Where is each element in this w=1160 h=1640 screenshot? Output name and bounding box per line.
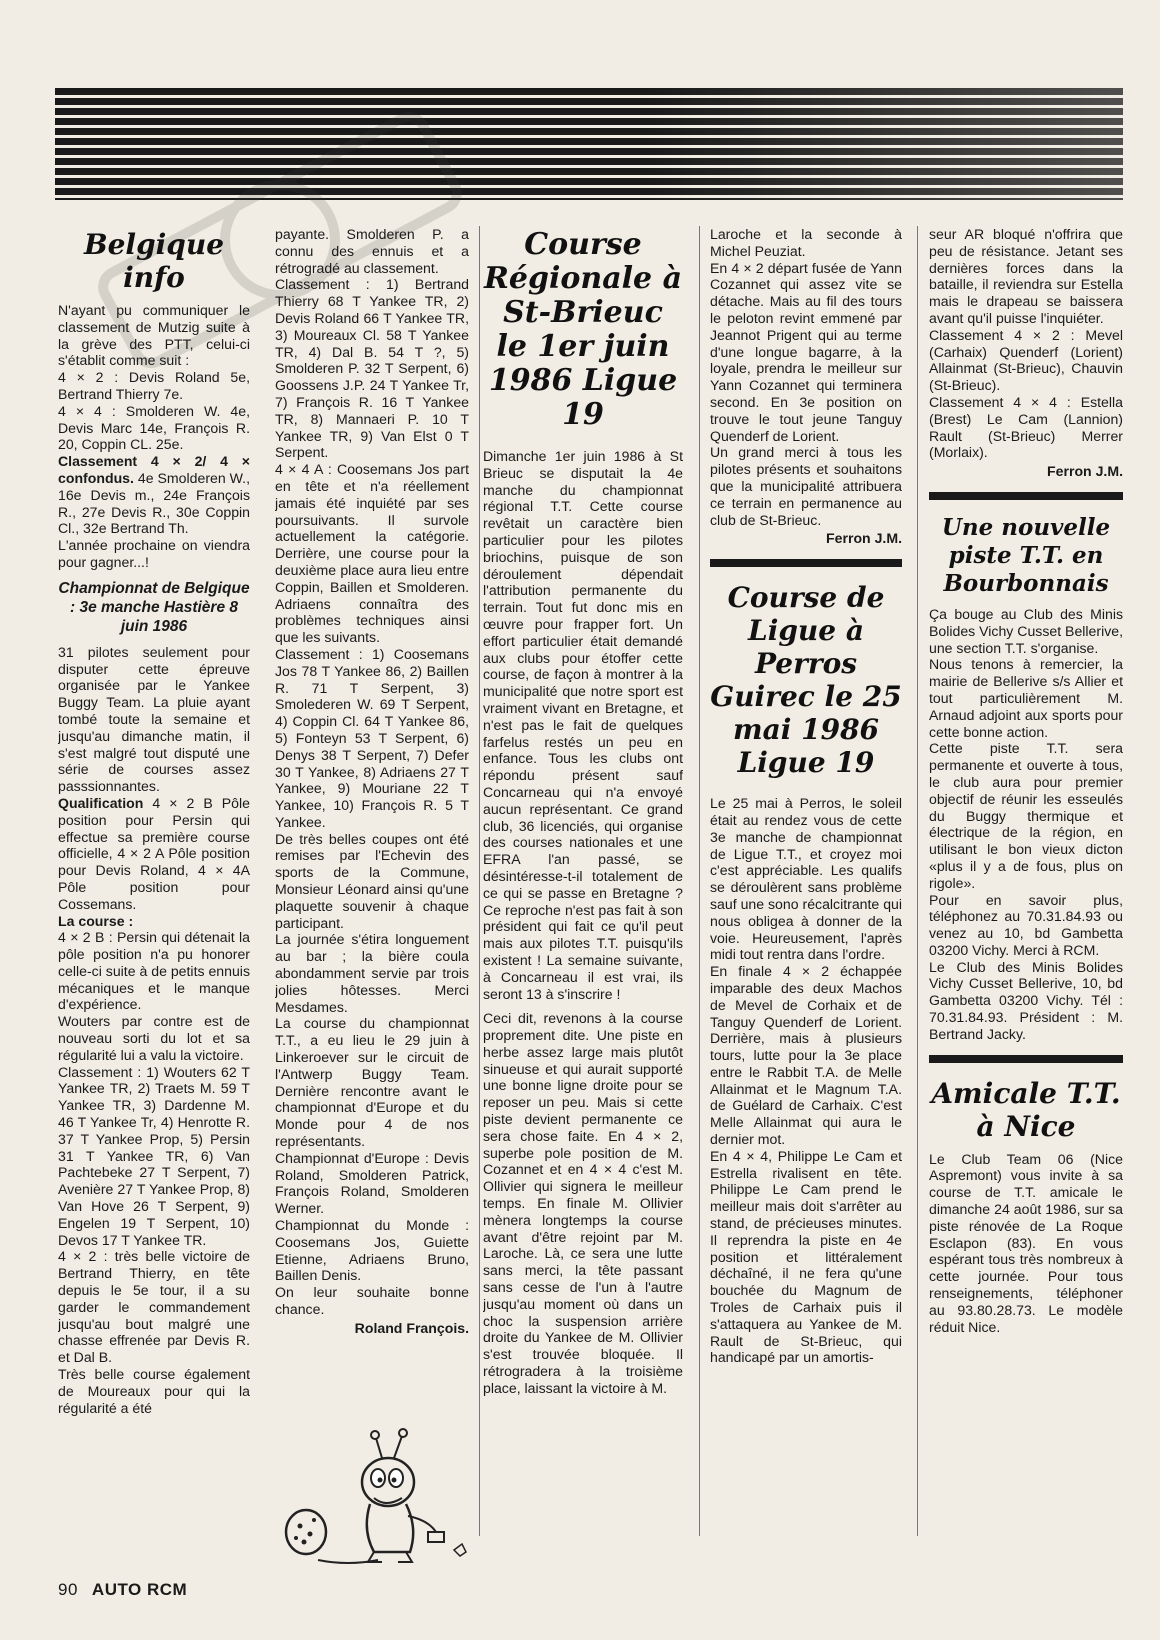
column-divider bbox=[699, 226, 700, 1536]
stbrieuc-paragraph: Un grand merci à tous les pilotes présents et souhaitons que la municipalité attribuera ce terrain en permanence au club de St-Brieuc. bbox=[710, 444, 902, 528]
column-2 bbox=[275, 226, 469, 1416]
perros-paragraph: En 4 × 4, Philippe Le Cam et Estrella rivalisent en tête. Philippe Le Cam prend le meilleur mais doit s'arrêter au stand, de précieuses minutes. Il reprendra la piste en 4e position et littéralement déchaîné, il ne fera qu'une bouchée du Magnum de Troles de Carhaix puis il s'attaquera au Yankee de M. Rault de St-Brieuc, qui handicapé par un amortis- bbox=[710, 1147, 902, 1366]
belgique-paragraph bbox=[58, 795, 250, 913]
belgique-paragraph bbox=[58, 453, 250, 537]
perros-paragraph: Classement 4 × 2 : Mevel (Carhaix) Quenderf (Lorient) Allainmat (St-Brieuc), Chauvin (St-Brieuc). bbox=[929, 326, 1123, 394]
nice-title: Amicale T.T. à Nice bbox=[931, 1076, 1121, 1143]
belgique-paragraph: 4 × 4 : Smolderen W. 4e, Devis Marc 14e, François R. 20, Coppin CL. 25e. bbox=[58, 402, 250, 453]
bourbonnais-paragraph: Nous tenons à remercier, la mairie de Bellerive s/s Allier et tout particulièrement M. Arnaud adjoint aux sports pour cette bonne action. bbox=[929, 656, 1123, 740]
qualification-text: 4 × 2 B Pôle position pour Persin qui effectue sa première course officielle, 4 × 2 A Pôle position pour Devis Roland, 4 × 4A Pôle position pour Cossemans. bbox=[58, 794, 250, 912]
stbrieuc-paragraph: Ceci dit, revenons à la course proprement dite. Une piste en herbe assez large mais plutôt sinueuse et qui aurait supporté une bonne ligne droite pour se reposer un peu. Mais si cette piste devient permanente ce sera chose faite. En 4 × 2, superbe pole position de M. Cozannet et en 4 × 4 c'est M. Ollivier qui signera le meilleur temps. En finale M. Ollivier mènera longtemps la course avant d'être rejoint par M. Laroche. Là, ce sera une lutte sans merci, la tête passant sans cesse de l'un à l'autre jusqu'au moment où dans un choc la suspension arrière droite du Yankee de M. Ollivier s'est trouvée bloquée. Il rétrogradera à la troisième place, laissant la victoire à M. bbox=[483, 1010, 683, 1396]
belgique-title: Belgique info bbox=[83, 228, 225, 294]
perros-paragraph: seur AR bloqué n'offrira que peu de résistance. Jetant ses dernières forces dans la bataille, il reviendra sur Estella mais le drapeau se baissera avant qu'il puisse l'inquiéter. bbox=[929, 226, 1123, 326]
course-label: La course : bbox=[58, 912, 134, 929]
section-rule bbox=[929, 492, 1123, 500]
belgique-paragraph: Classement : 1) Coosemans Jos 78 T Yankee 86, 2) Baillen R. 71 T Serpent, 3) Smolederen W. 69 T Serpent, 4) Coppin Cl. 64 T Yankee 86, 5) Fonteyn 53 T Serpent, 6) Denys 38 T Serpent, 7) Defer 30 T Yankee, 8) Adriaens 27 T Yankee, 9) Mouriane 22 T Yankee, 10) François R. 5 T Yankee. bbox=[275, 645, 469, 830]
spacer bbox=[710, 787, 902, 795]
belgique-paragraph: De très belles coupes ont été remises par l'Echevin des sports de la Commune, Monsieur Léonard ainsi qu'une plaquette souvenir à chaque participant. bbox=[275, 830, 469, 931]
bourbonnais-paragraph: Pour en savoir plus, téléphonez au 70.31.84.93 ou venez au 10, bd Gambetta 03200 Vichy. Merci à RCM. bbox=[929, 891, 1123, 958]
belgique-paragraph: 4 × 2 B : Persin qui détenait la pôle position n'a pu honorer celle-ci suite à de petits ennuis mécaniques et le manque d'expérience. bbox=[58, 929, 250, 1013]
magazine-name: AUTO RCM bbox=[91, 1580, 188, 1599]
belgique-paragraph: N'ayant pu communiquer le classement de Mutzig suite à la grève des PTT, celui-ci s'établit comme suit : bbox=[58, 302, 250, 369]
belgique-paragraph: 4 × 2 : Devis Roland 5e, Bertrand Thierry 7e. bbox=[58, 369, 250, 402]
belgique-paragraph: Classement : 1) Wouters 62 T Yankee TR, 2) Traets M. 59 T Yankee TR, 3) Dardenne M. 46 T Yankee Tr, 4) Henrotte R. 37 T Yankee Prop, 5) Persin 31 T Yankee TR, 6) Van Pachtebeke 27 T Serpent, 7) Avenière 27 T Yankee Prop, 8) Van Hove 26 T Serpent, 9) Engelen 19 T Serpent, 10) Devos 17 T Yankee TR. bbox=[58, 1063, 250, 1248]
section-rule bbox=[929, 1055, 1123, 1063]
column-divider bbox=[917, 226, 918, 1536]
classement-text: 4e Smolderen W., 16e Devis m., 24e François R., 27e Devis R., 30e Coppin Cl., 32e Bertrand Th. bbox=[58, 469, 250, 537]
belgique-paragraph: La journée s'étira longuement au bar ; la bière coula abondamment servie par trois jolies hôtesses. Merci Mesdames. bbox=[275, 931, 469, 1015]
bourbonnais-paragraph: Ça bouge au Club des Minis Bolides Vichy Cusset Bellerive, une section T.T. s'organise. bbox=[929, 605, 1123, 656]
belgique-paragraph: Championnat du Monde : Coosemans Jos, Guiette Etienne, Adriaens Bruno, Baillen Denis. bbox=[275, 1217, 469, 1284]
column-divider bbox=[479, 226, 480, 1536]
bourbonnais-title: Une nouvelle piste T.T. en Bourbonnais bbox=[941, 513, 1111, 597]
belgique-paragraph: 4 × 4 A : Coosemans Jos part en tête et n'a réellement jamais été inquiété par ses poursuivants. Il survole actuellement la catégorie. Derrière, une course pour la deuxième place aura lieu entre Coppin, Baillen et Smolderen. Adriaens connaîtra des problèmes techniques ainsi que les suivants. bbox=[275, 461, 469, 646]
classement-label: Classement 4 × 2/ 4 × confondus. bbox=[58, 453, 250, 486]
spacer bbox=[483, 1002, 683, 1010]
page-footer bbox=[58, 1580, 187, 1600]
stbrieuc-signature: Ferron J.M. bbox=[826, 530, 902, 547]
perros-paragraph: En finale 4 × 2 échappée imparable des deux Machos de Mevel de Corhaix et de Tanguy Quenderf de Lorient. Derrière, mais à plusieurs tours, lutte pour la 3e place entre le Rabbit T.A. de Melle Allainmat et le Magnum T.A. de Guélard de Carhaix. C'est Melle Allainmat qui aura le dernier mot. bbox=[710, 963, 902, 1148]
belgique-paragraph: On leur souhaite bonne chance. bbox=[275, 1284, 469, 1317]
belgique-paragraph: payante. Smolderen P. a connu des ennuis et a rétrogradé au classement. bbox=[275, 226, 469, 276]
belgique-signature: Roland François. bbox=[354, 1319, 469, 1336]
belgique-paragraph: Très belle course également de Moureaux pour qui la régularité a été bbox=[58, 1366, 250, 1416]
perros-paragraph: Le 25 mai à Perros, le soleil était au rendez vous de cette 3e manche de championnat de Ligue T.T., et croyez moi c'est appréciable. Les qualifs se déroulèrent sans problème sauf une sono récalcitrante qui nous obligea à donner de la voie. Heureusement, l'après midi tout rentra dans l'ordre. bbox=[710, 795, 902, 963]
perros-paragraph: Classement 4 × 4 : Estella (Brest) Le Cam (Lannion) Rault (St-Brieuc) Merrer (Morlaix). bbox=[929, 393, 1123, 461]
cartoon-illustration bbox=[278, 1420, 478, 1570]
header-stripe-fade bbox=[55, 88, 1123, 200]
belgique-paragraph: Championnat d'Europe : Devis Roland, Smolderen Patrick, François Roland, Smolderen Werner. bbox=[275, 1149, 469, 1217]
belgique-paragraph: 31 pilotes seulement pour disputer cette épreuve organisée par le Yankee Buggy Team. La pluie ayant tombé toute la semaine et jusqu'au dimanche matin, il s'est malgré tout disputé une série de courses assez passsionnantes. bbox=[58, 643, 250, 795]
perros-title: Course de Ligue à Perros Guirec le 25 mai 1986 Ligue 19 bbox=[710, 581, 902, 780]
belgique-paragraph: 4 × 2 : très belle victoire de Bertrand Thierry, en tête depuis le 5e tour, il a su garder le commandement jusqu'au bout malgré une chasse effrenée par Devis R. et Dal B. bbox=[58, 1248, 250, 1366]
belgique-paragraph: Wouters par contre est de nouveau sorti du lot et sa régularité lui a valu la victoire. bbox=[58, 1013, 250, 1063]
belgique-paragraph: La course du championnat T.T., a eu lieu le 29 juin à Linkeroever sur le circuit de l'Antwerp Buggy Team. Dernière rencontre avant le championnat d'Europe et du Monde pour 4 de nos représentants. bbox=[275, 1015, 469, 1150]
nice-paragraph: Le Club Team 06 (Nice Aspremont) vous invite à sa course de T.T. amicale le dimanche 24 août 1986, sur sa piste rénovée de La Roque Esclapon (83). En vous espérant tous très nombreux à cette journée. Pour tous renseignements, téléphoner au 93.80.28.73. Le modèle réduit Nice. bbox=[929, 1150, 1123, 1335]
belgique-paragraph: Classement : 1) Bertrand Thierry 68 T Yankee TR, 2) Devis Roland 66 T Yankee TR, 3) Moureaux Cl. 58 T Yankee TR, 4) Dal B. 54 T ?, 5) Smolderen P. 32 T Serpent, 6) Goossens J.P. 24 T Yankee Tr, 7) François R. 16 T Yankee TR, 8) Mannaeri P. 10 T Yankee TR, 9) Van Elst 0 T Serpent. bbox=[275, 276, 469, 461]
stbrieuc-title: Course Régionale à St-Brieuc le 1er juin 1986 Ligue 19 bbox=[483, 227, 683, 432]
stbrieuc-paragraph: En 4 × 2 départ fusée de Yann Cozannet qui assez vite se détache. Mais au fil des tours le peloton revint emmené par Jeannot Prigent qui au terme d'une longue bagarre, à la loyale, prendra le meilleur sur Yann Cozannet qui terminera second. En 3e position on trouve le tout jeune Tanguy Quenderf de Lorient. bbox=[710, 259, 902, 444]
bourbonnais-paragraph: Le Club des Minis Bolides Vichy Cusset Bellerive, 10, bd Gambetta 03200 Vichy. Tél : 70.31.84.93. Président : M. Bertrand Jacky. bbox=[929, 958, 1123, 1042]
perros-signature: Ferron J.M. bbox=[1047, 463, 1123, 480]
column-5 bbox=[929, 226, 1123, 1546]
championnat-subtitle: Championnat de Belgique : 3e manche Hastière 8 juin 1986 bbox=[58, 579, 250, 635]
belgique-paragraph: L'année prochaine on viendra pour gagner...! bbox=[58, 537, 250, 570]
spacer bbox=[483, 440, 683, 448]
bourbonnais-paragraph: Cette piste T.T. sera permanente et ouverte à tous, le club aura pour premier objectif de réunir les esseulés du Buggy thermique et électrique de la région, en utilisant le bon vieux dicton «plus il y a de fous, plus on rigole». bbox=[929, 740, 1123, 891]
stbrieuc-paragraph: Laroche et la seconde à Michel Peuziat. bbox=[710, 226, 902, 259]
column-4 bbox=[710, 226, 902, 1546]
column-1 bbox=[58, 226, 250, 1574]
column-3 bbox=[483, 226, 683, 1546]
section-rule bbox=[710, 559, 902, 567]
page-number: 90 bbox=[58, 1580, 78, 1599]
qualification-label: Qualification bbox=[58, 794, 144, 811]
stbrieuc-paragraph: Dimanche 1er juin 1986 à St Brieuc se disputait la 4e manche du championnat régional T.T. Cette course revêtait un caractère bien particulier pour les pilotes briochins, puisque de son déroulement dépendait l'attribution permanente du terrain. Tout fut donc mis en œuvre pour frapper fort. Un effort particulier était demandé aux clubs pour étoffer cette course, de façon à montrer à la municipalité que notre sport est vraiment vivant en Bretagne, et n'est pas le fait de quelques farfelus restés un peu en enfance. Tous les clubs ont répondu présent sauf Concarneau qui n'a envoyé aucun représentant. Ce grand club, 36 licenciés, qui organise des courses nationales et une EFRA l'an passé, se désintéresse-t-il totalement de ce qui se passe en Bretagne ? Ce reproche n'est pas fait à son président qui fait ce qu'il peut mais aux pilotes T.T. puisqu'ils existent ! La semaine suivante, à Concarneau il est vrai, ils seront 13 à s'inscrire ! bbox=[483, 448, 683, 1002]
